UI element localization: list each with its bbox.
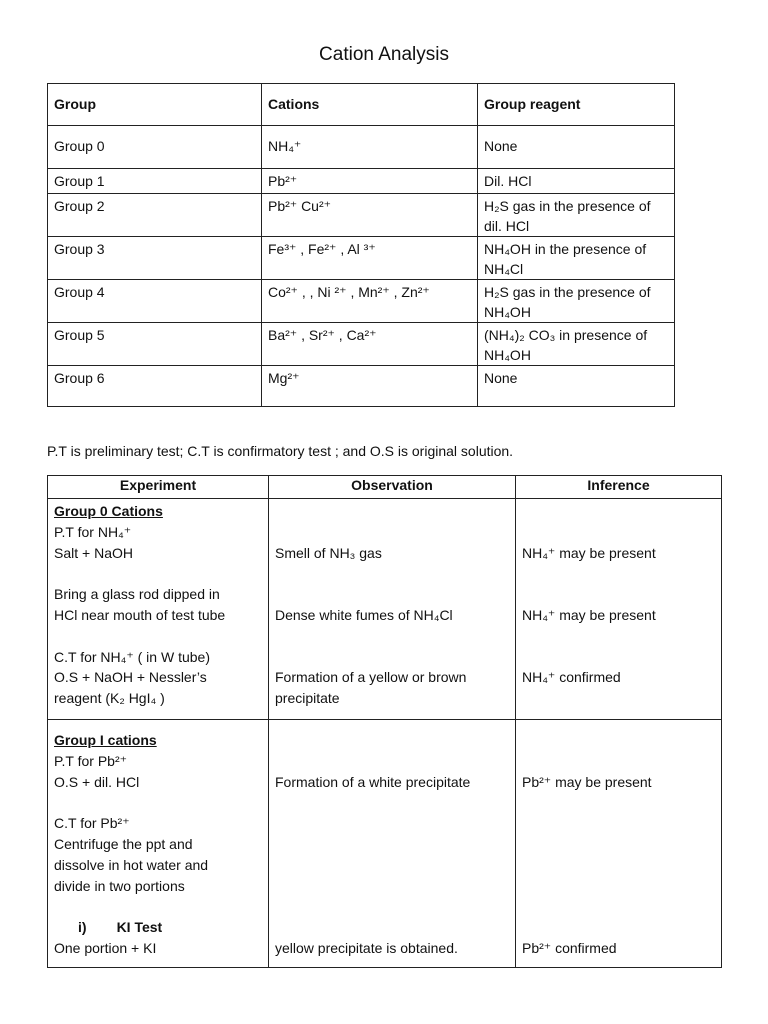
- inference-cell: [516, 719, 722, 967]
- header-cations: Cations: [262, 84, 478, 126]
- section-heading: Group 0 Cations: [54, 503, 163, 519]
- table-row-group0: [48, 499, 722, 720]
- experiment-line: C.T for NH₄⁺ ( in W tube): [54, 648, 210, 665]
- observation-cell: [269, 719, 516, 967]
- table-row: [48, 237, 675, 280]
- experiment-cell: [48, 499, 269, 720]
- cations-cell: Pb²⁺: [262, 169, 478, 194]
- table-row: [48, 126, 675, 169]
- experiment-line: dissolve in hot water and: [54, 856, 209, 873]
- reagent-cell: NH₄OH in the presence of NH₄Cl: [478, 237, 675, 280]
- inference-line: Pb²⁺ confirmed: [522, 939, 617, 956]
- group-reagent-table: [47, 83, 675, 407]
- experiment-cell: [48, 719, 269, 967]
- group-cell: Group 0: [48, 126, 262, 169]
- experiment-line: reagent (K₂ HgI₄ ): [54, 690, 165, 707]
- experiment-line: O.S + dil. HCl: [54, 773, 140, 790]
- table-row: [48, 280, 675, 323]
- group-cell: Group 2: [48, 194, 262, 237]
- experiment-line: O.S + NaOH + Nessler’s: [54, 669, 207, 686]
- table-row-group1: [48, 719, 722, 967]
- header-observation: Observation: [269, 476, 516, 499]
- reagent-cell: None: [478, 126, 675, 169]
- header-inference: Inference: [516, 476, 722, 499]
- cations-cell: Pb²⁺ Cu²⁺: [262, 194, 478, 237]
- table-row: [48, 194, 675, 237]
- table-row: [48, 323, 675, 366]
- inference-cell: [516, 499, 722, 720]
- cation-test-table: [47, 475, 722, 968]
- experiment-line: Salt + NaOH: [54, 544, 133, 561]
- reagent-cell: Dil. HCl: [478, 169, 675, 194]
- cations-cell: Ba²⁺ , Sr²⁺ , Ca²⁺: [262, 323, 478, 366]
- experiment-line: P.T for Pb²⁺: [54, 752, 128, 769]
- reagent-cell: None: [478, 366, 675, 407]
- table-row: [48, 366, 675, 407]
- cations-cell: Co²⁺ , , Ni ²⁺ , Mn²⁺ , Zn²⁺: [262, 280, 478, 323]
- table-row: [48, 169, 675, 194]
- reagent-cell: H₂S gas in the presence of NH₄OH: [478, 280, 675, 323]
- observation-line: Formation of a yellow or brown: [275, 669, 467, 686]
- table-header-row: [48, 84, 675, 126]
- table-header-row: [48, 476, 722, 499]
- cations-cell: NH₄⁺: [262, 126, 478, 169]
- observation-line: Smell of NH₃ gas: [275, 544, 382, 561]
- inference-line: NH₄⁺ confirmed: [522, 669, 621, 686]
- subtest-number: i): [78, 919, 87, 936]
- cations-cell: Fe³⁺ , Fe²⁺ , Al ³⁺: [262, 237, 478, 280]
- observation-cell: [269, 499, 516, 720]
- observation-line: Dense white fumes of NH₄Cl: [275, 606, 453, 623]
- experiment-line: C.T for Pb²⁺: [54, 815, 130, 832]
- inference-line: Pb²⁺ may be present: [522, 773, 652, 790]
- header-experiment: Experiment: [48, 476, 269, 499]
- group-cell: Group 1: [48, 169, 262, 194]
- experiment-line: Centrifuge the ppt and: [54, 835, 193, 852]
- subtest-title: KI Test: [116, 919, 163, 936]
- subtest-heading: [54, 917, 262, 938]
- section-heading: Group I cations: [54, 731, 157, 748]
- group-cell: Group 3: [48, 237, 262, 280]
- header-group: Group: [48, 84, 262, 126]
- group-cell: Group 4: [48, 280, 262, 323]
- observation-line: precipitate: [275, 690, 340, 707]
- experiment-line: One portion + KI: [54, 939, 157, 956]
- header-group-reagent: Group reagent: [478, 84, 675, 126]
- page-title: Cation Analysis: [319, 44, 449, 65]
- reagent-cell: H₂S gas in the presence of dil. HCl: [478, 194, 675, 237]
- experiment-line: HCl near mouth of test tube: [54, 606, 226, 623]
- reagent-cell: (NH₄)₂ CO₃ in presence of NH₄OH: [478, 323, 675, 366]
- inference-line: NH₄⁺ may be present: [522, 606, 656, 623]
- cations-cell: Mg²⁺: [262, 366, 478, 407]
- experiment-line: divide in two portions: [54, 877, 185, 894]
- observation-line: Formation of a white precipitate: [275, 773, 471, 790]
- observation-line: yellow precipitate is obtained.: [275, 939, 458, 956]
- inference-line: NH₄⁺ may be present: [522, 544, 656, 561]
- abbreviation-note: P.T is preliminary test; C.T is confirmatory test ; and O.S is original solution.: [47, 443, 514, 459]
- experiment-line: P.T for NH₄⁺: [54, 523, 132, 540]
- experiment-line: Bring a glass rod dipped in: [54, 586, 220, 603]
- group-cell: Group 5: [48, 323, 262, 366]
- group-cell: Group 6: [48, 366, 262, 407]
